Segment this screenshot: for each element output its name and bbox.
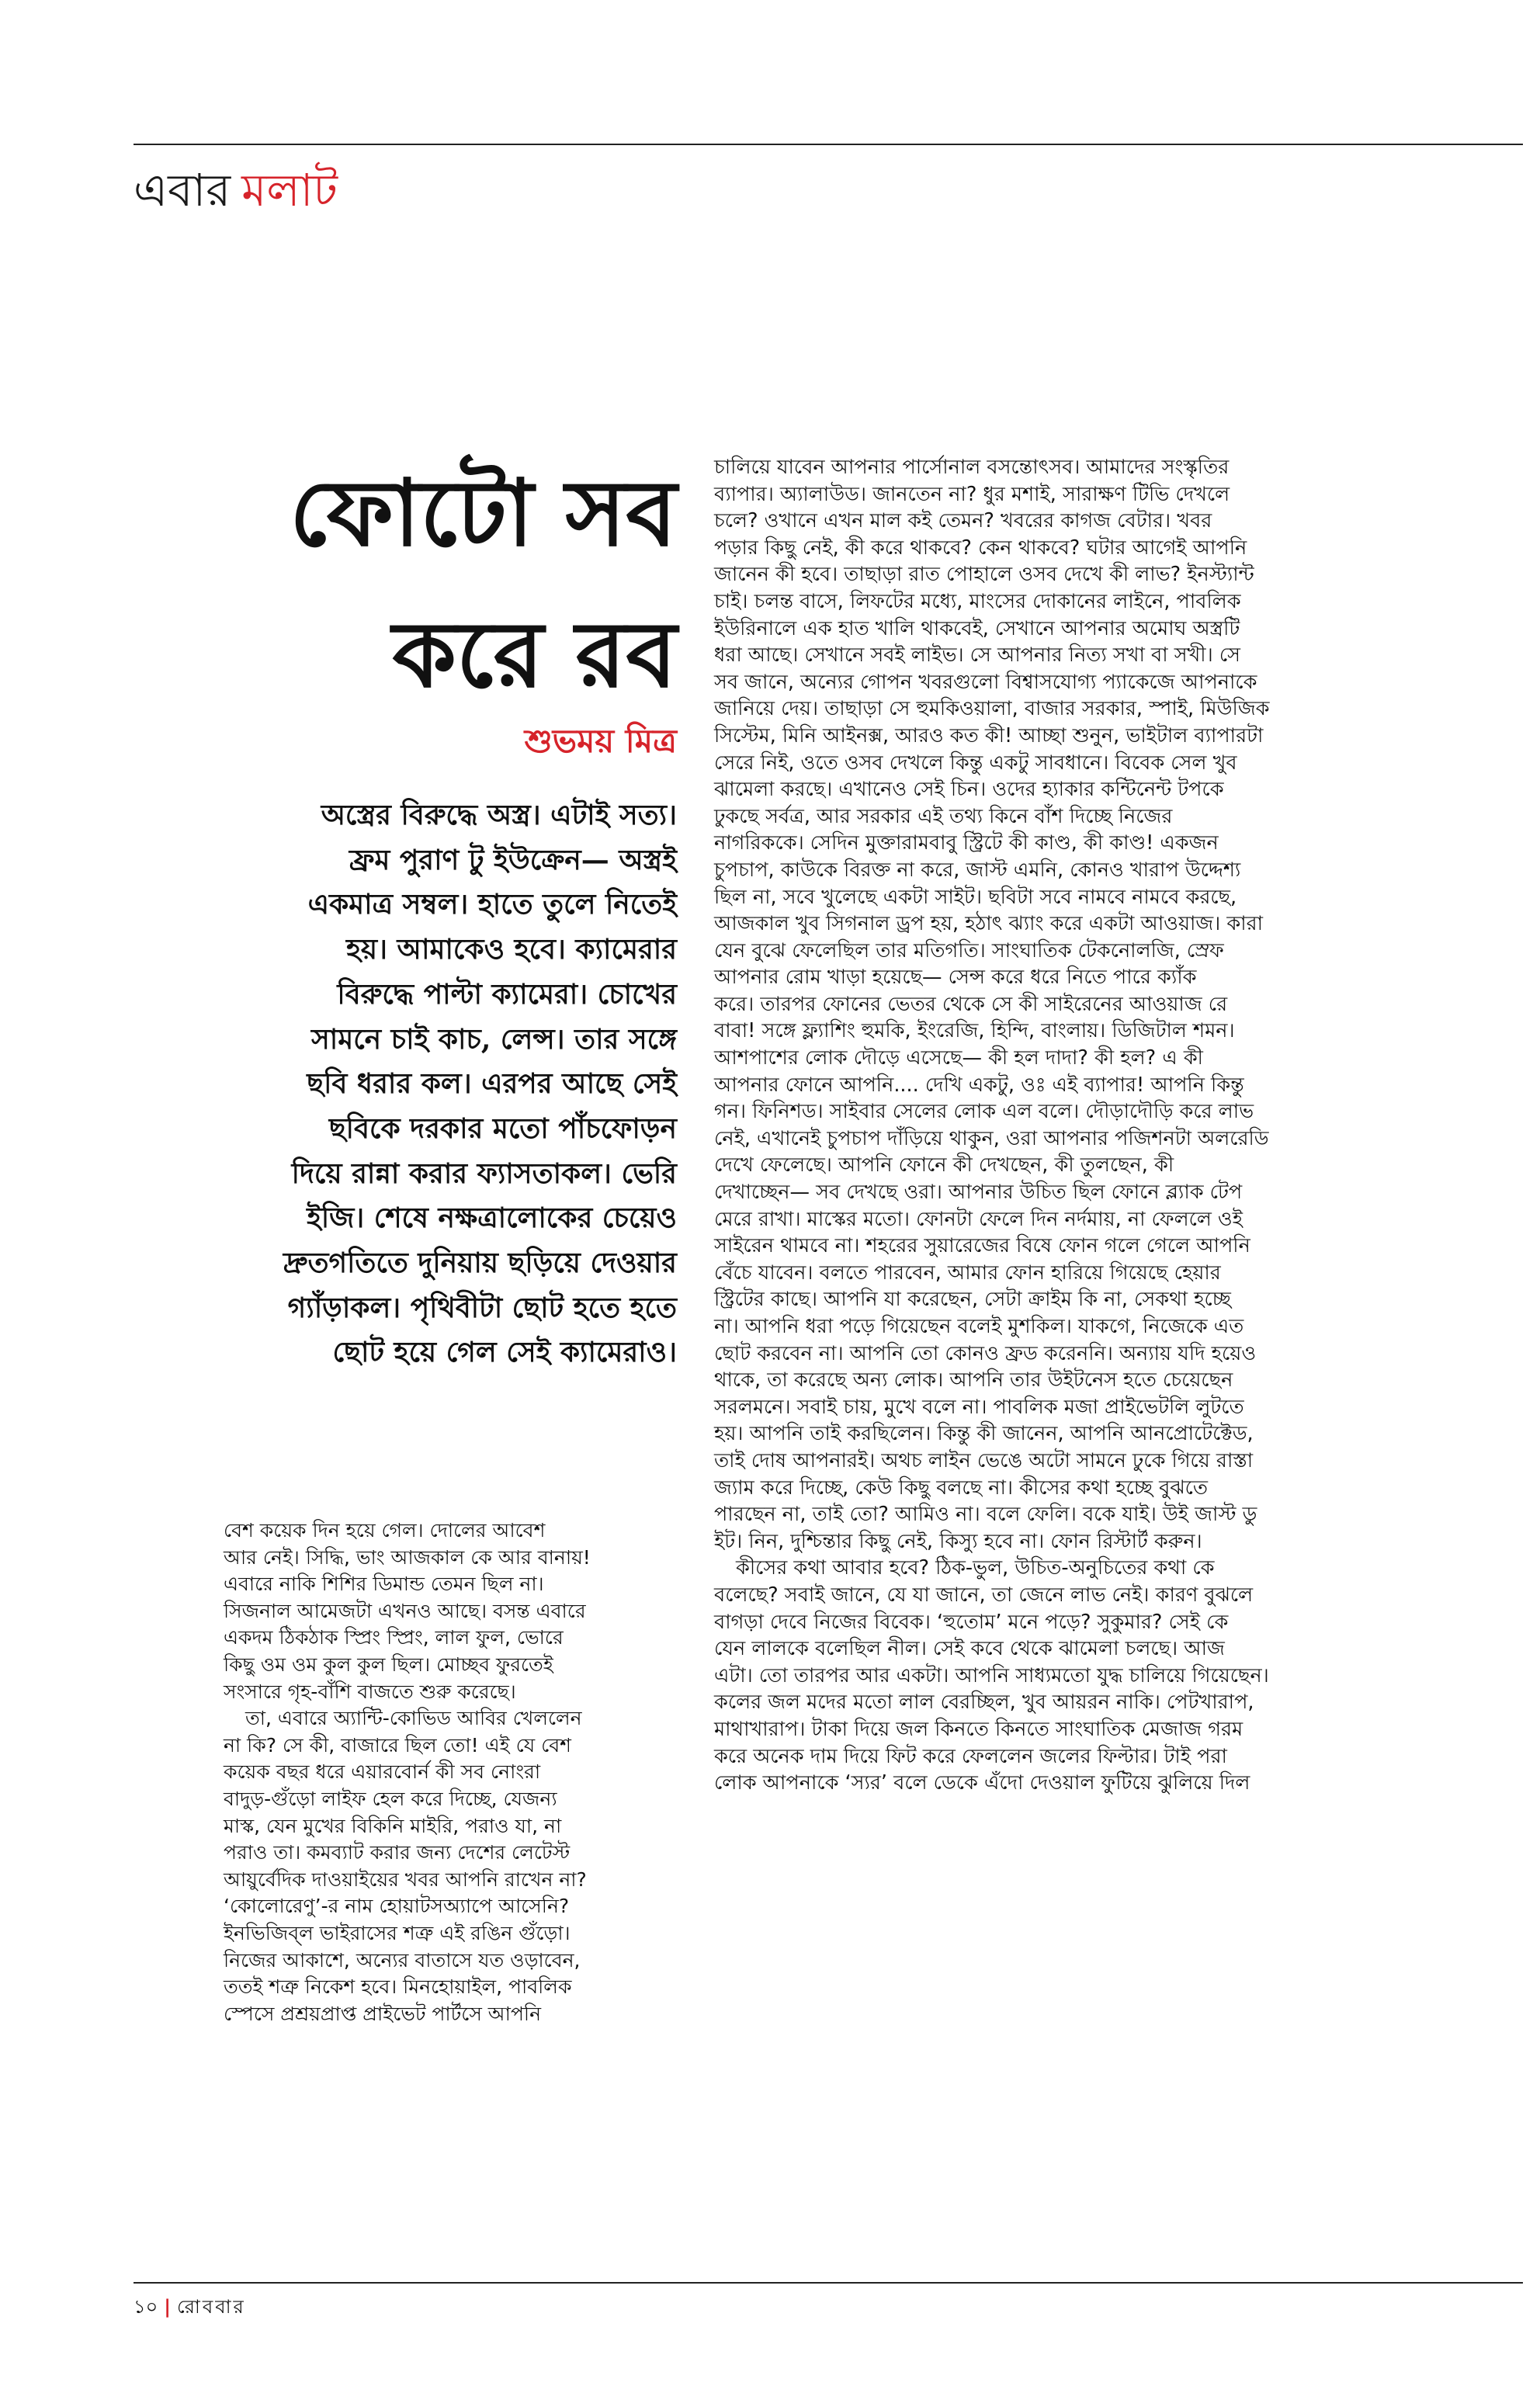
body-line: সরলমনে। সবাই চায়, মুখে বলে না। পাবলিক মজা প্রাইভেটলি লুটতে [714, 1395, 1244, 1419]
body-line: আপনার ফোনে আপনি.... দেখি একটু, ওঃ এই ব্যাপার! আপনি কিন্তু [714, 1073, 1244, 1097]
section-label [134, 159, 338, 221]
body-line: জ্যাম করে দিচ্ছে, কেউ কিছু বলছে না। কীসের কথা হচ্ছে বুঝতে [714, 1476, 1209, 1500]
page-number: ১০ [134, 2296, 158, 2318]
body-line: একদম ঠিকঠাক স্প্রিং স্প্রিং, লাল ফুল, ভোরে [224, 1626, 564, 1649]
intro-line: হয়। আমাকেও হবে। ক্যামেরার [345, 933, 677, 966]
body-line: আয়ুর্বেদিক দাওয়াইয়ের খবর আপনি রাখেন না? [224, 1868, 587, 1891]
body-line: আর নেই। সিদ্ধি, ভাং আজকাল কে আর বানায়! [224, 1545, 591, 1569]
body-line: ঝামেলা করছে। এখানেও সেই চিন। ওদের হ্যাকার কন্টিনেন্ট টপকে [714, 778, 1224, 802]
body-line: থাকে, তা করেছে অন্য লোক। আপনি তার উইটনেস হতে চেয়েছেন [714, 1368, 1233, 1392]
title-line: ফোটো সব [290, 459, 677, 567]
author-byline: শুভময় মিত্র [524, 722, 677, 760]
body-line: বাবা! সঙ্গে ফ্ল্যাশিং হুমকি, ইংরেজি, হিন্দি, বাংলায়। ডিজিটাল শমন। [714, 1019, 1235, 1043]
section-label-word1: এবার [134, 164, 231, 217]
intro-line: গ্যাঁড়াকল। পৃথিবীটা ছোট হতে হতে [287, 1291, 677, 1324]
body-line: কলের জল মদের মতো লাল বেরচ্ছিল, খুব আয়রন নাকি। পেটখারাপ, [714, 1691, 1254, 1715]
bottom-rule [134, 2282, 1523, 2284]
body-line: সংসারে গৃহ-বাঁশি বাজতে শুরু করেছে। [224, 1680, 516, 1703]
body-line: এবারে নাকি শিশির ডিমান্ড তেমন ছিল না। [224, 1573, 544, 1596]
body-line: পারছেন না, তাই তো? আমিও না। বলে ফেলি। বকে যাই। উই জাস্ট ডু [714, 1503, 1257, 1527]
intro-line: সামনে চাই কাচ, লেন্স। তার সঙ্গে [310, 1022, 677, 1056]
body-line: মেরে রাখা। মাস্কের মতো। ফোনটা ফেলে দিন নর্দমায়, না ফেললে ওই [714, 1207, 1243, 1231]
body-line: করে। তারপর ফোনের ভেতর থেকে সে কী সাইরেনের আওয়াজ রে [714, 992, 1228, 1016]
body-line: সব জানে, অন্যের গোপন খবরগুলো বিশ্বাসযোগ্য প্যাকেজে আপনাকে [714, 670, 1257, 694]
body-line: ততই শত্রু নিকেশ হবে। মিনহোয়াইল, পাবলিক [224, 1975, 572, 1999]
body-line: আজকাল খুব সিগনাল ড্রপ হয়, হঠাৎ ঝ্যাং করে একটা আওয়াজ। কারা [714, 912, 1264, 936]
article-title [134, 442, 677, 725]
intro-line: ইজি। শেষে নক্ষত্রালোকের চেয়েও [307, 1202, 677, 1235]
body-line: যেন লালকে বলেছিল নীল। সেই কবে থেকে ঝামেলা চলছে। আজ [714, 1637, 1225, 1661]
body-line: চুপচাপ, কাউকে বিরক্ত না করে, জাস্ট এমনি, কোনও খারাপ উদ্দেশ্য [714, 858, 1241, 882]
body-column-right [714, 454, 1521, 1797]
body-column-left [224, 1517, 677, 2027]
body-line: ‘কোলোরেণু’-র নাম হোয়াটসঅ্যাপে আসেনি? [224, 1895, 570, 1918]
intro-paragraph [134, 793, 677, 1375]
body-line: জানিয়ে দেয়। তাছাড়া সে হুমকিওয়ালা, বাজার সরকার, স্পাই, মিউজিক [714, 697, 1270, 721]
body-line: ছিল না, সবে খুলেছে একটা সাইট। ছবিটা সবে নামবে নামবে করছে, [714, 885, 1237, 909]
body-line: কীসের কথা আবার হবে? ঠিক-ভুল, উচিত-অনুচিতের কথা কে [736, 1556, 1215, 1580]
body-line: মাস্ক, যেন মুখের বিকিনি মাইরি, পরাও যা, না [224, 1814, 562, 1837]
intro-line: দ্রুতগতিতে দুনিয়ায় ছড়িয়ে দেওয়ার [283, 1247, 677, 1280]
body-line: বাগড়া দেবে নিজের বিবেক। ‘হুতোম’ মনে পড়ে? সুকুমার? সেই কে [714, 1610, 1229, 1634]
body-line: চলে? ওখানে এখন মাল কই তেমন? খবরের কাগজ বেটার। খবর [714, 509, 1212, 533]
body-line: সিস্টেম, মিনি আইনক্স, আরও কত কী! আচ্ছা শুনুন, ভাইটাল ব্যাপারটা [714, 723, 1264, 747]
body-line: ধরা আছে। সেখানে সবই লাইভ। সে আপনার নিত্য সখা বা সখী। সে [714, 643, 1241, 668]
top-rule [134, 144, 1523, 145]
body-line: আপনার রোম খাড়া হয়েছে— সেন্স করে ধরে নিতে পারে ক্যাঁক [714, 966, 1197, 990]
intro-line: ছোট হয়ে গেল সেই ক্যামেরাও। [332, 1336, 677, 1369]
body-line: ইউরিনালে এক হাত খালি থাকবেই, সেখানে আপনার অমোঘ অস্ত্রটি [714, 616, 1240, 640]
magazine-name: রোববার [176, 2296, 246, 2318]
body-line: সিজনাল আমেজটা এখনও আছে। বসন্ত এবারে [224, 1599, 586, 1622]
intro-line: অস্ত্রের বিরুদ্ধে অস্ত্র। এটাই সত্য। [321, 799, 677, 831]
body-line: নিজের আকাশে, অন্যের বাতাসে যত ওড়াবেন, [224, 1948, 581, 1972]
intro-line: ছবি ধরার কল। এরপর আছে সেই [307, 1067, 677, 1101]
body-line: ইনভিজিব্‌ল ভাইরাসের শত্রু এই রঙিন গুঁড়ো। [224, 1921, 571, 1944]
body-line: আশপাশের লোক দৌড়ে এসেছে— কী হল দাদা? কী হল? এ কী [714, 1046, 1203, 1070]
body-line: চাই। চলন্ত বাসে, লিফটের মধ্যে, মাংসের দোকানের লাইনে, পাবলিক [714, 589, 1241, 613]
intro-line: ছবিকে দরকার মতো পাঁচফোড়ন [328, 1112, 677, 1145]
body-line: বেশ কয়েক দিন হয়ে গেল। দোলের আবেশ [224, 1519, 546, 1542]
body-line: করে অনেক দাম দিয়ে ফিট করে ফেললেন জলের ফিল্টার। টাই পরা [714, 1744, 1227, 1768]
body-line: মাথাখারাপ। টাকা দিয়ে জল কিনতে কিনতে সাংঘাতিক মেজাজ গরম [714, 1717, 1243, 1741]
body-line: ইট। নিন, দুশ্চিন্তার কিছু নেই, কিস্যু হবে না। ফোন রিস্টার্ট করুন। [714, 1529, 1202, 1553]
body-line: সাইরেন থামবে না। শহরের সুয়ারেজের বিষে ফোন গলে গেলে আপনি [714, 1234, 1250, 1258]
body-line: স্পেসে প্রশ্রয়প্রাপ্ত প্রাইভেট পার্টসে আপনি [224, 2002, 541, 2025]
body-line: না কি? সে কী, বাজারে ছিল তো! এই যে বেশ [224, 1733, 571, 1757]
page-footer [134, 2291, 246, 2322]
body-line: কয়েক বছর ধরে এয়ারবোর্ন কী সব নোংরা [224, 1760, 541, 1784]
body-line: তাই দোষ আপনারই। অথচ লাইন ভেঙে অটো সামনে ঢুকে গিয়ে রাস্তা [714, 1448, 1254, 1472]
body-line: কিছু ওম ওম কুল কুল ছিল। মোচ্ছব ফুরতেই [224, 1653, 553, 1676]
body-line: গন। ফিনিশড। সাইবার সেলের লোক এল বলে। দৌড়াদৌড়ি করে লাভ [714, 1100, 1254, 1124]
intro-line: একমাত্র সম্বল। হাতে তুলে নিতেই [307, 888, 677, 921]
intro-line: দিয়ে রান্না করার ফ্যাসতাকল। ভেরি [291, 1157, 677, 1190]
body-line: তা, এবারে অ্যান্টি-কোভিড আবির খেললেন [245, 1707, 582, 1730]
body-line: এটা। তো তারপর আর একটা। আপনি সাধ্যমতো যুদ্ধ চালিয়ে গিয়েছেন। [714, 1663, 1269, 1687]
body-line: বলেছে? সবাই জানে, যে যা জানে, তা জেনে লাভ নেই। কারণ বুঝলে [714, 1583, 1254, 1607]
intro-line: ফ্রম পুরাণ টু ইউক্রেন— অস্ত্রই [349, 843, 677, 876]
body-line: পড়ার কিছু নেই, কী করে থাকবে? কেন থাকবে? ঘটার আগেই আপনি [714, 536, 1247, 560]
body-line: বাদুড়-গুঁড়ো লাইফ হেল করে দিচ্ছে, যেজন্য [224, 1787, 557, 1810]
body-line: বেঁচে যাবেন। বলতে পারবেন, আমার ফোন হারিয়ে গিয়েছে হেয়ার [714, 1261, 1221, 1285]
intro-line: বিরুদ্ধে পাল্টা ক্যামেরা। চোখের [337, 977, 677, 1011]
body-line: চালিয়ে যাবেন আপনার পার্সোনাল বসন্তোৎসব। আমাদের সংস্কৃতির [714, 456, 1230, 479]
body-line: যেন বুঝে ফেলেছিল তার মতিগতি। সাংঘাতিক টেকনোলজি, স্রেফ [714, 938, 1224, 962]
footer-separator: | [164, 2296, 171, 2318]
body-line: পরাও তা। কমব্যাট করার জন্য দেশের লেটেস্ট [224, 1841, 571, 1864]
body-line: দেখাচ্ছেন— সব দেখছে ওরা। আপনার উচিত ছিল ফোনে ব্ল্যাক টেপ [714, 1181, 1243, 1205]
title-line: করে রব [392, 600, 677, 708]
body-line: ছোট করবেন না। আপনি তো কোনও ফ্রড করেননি। অন্যায় যদি হয়েও [714, 1341, 1257, 1365]
body-line: নাগরিককে। সেদিন মুক্তারামবাবু স্ট্রিটে কী কাণ্ড, কী কাণ্ড! একজন [714, 831, 1219, 855]
body-line: সেরে নিই, ওতে ওসব দেখলে কিন্তু একটু সাবধানে। বিবেক সেল খুব [714, 751, 1237, 775]
section-label-word2: মলাট [241, 164, 338, 217]
body-line: স্ট্রিটের কাছে। আপনি যা করেছেন, সেটা ক্রাইম কি না, সেকথা হচ্ছে [714, 1288, 1231, 1312]
body-line: ঢুকছে সর্বত্র, আর সরকার এই তথ্য কিনে বাঁশ দিচ্ছে নিজের [714, 804, 1173, 828]
body-line: নেই, এখানেই চুপচাপ দাঁড়িয়ে থাকুন, ওরা আপনার পজিশনটা অলরেডি [714, 1126, 1269, 1150]
body-line: দেখে ফেলেছে। আপনি ফোনে কী দেখছেন, কী তুলছেন, কী [714, 1153, 1174, 1177]
body-line: লোক আপনাকে ‘স্যর’ বলে ডেকে এঁদো দেওয়াল ফুটিয়ে ঝুলিয়ে দিল [714, 1771, 1250, 1795]
body-line: হয়। আপনি তাই করছিলেন। কিন্তু কী জানেন, আপনি আনপ্রোটেক্টেড, [714, 1422, 1254, 1446]
body-line: না। আপনি ধরা পড়ে গিয়েছেন বলেই মুশকিল। যাকগে, নিজেকে এত [714, 1315, 1244, 1338]
body-line: ব্যাপার। অ্যালাউড। জানতেন না? ধুর মশাই, সারাক্ষণ টিভি দেখলে [714, 482, 1230, 506]
body-line: জানেন কী হবে। তাছাড়া রাত পোহালে ওসব দেখে কী লাভ? ইনস্ট্যান্ট [714, 563, 1254, 587]
